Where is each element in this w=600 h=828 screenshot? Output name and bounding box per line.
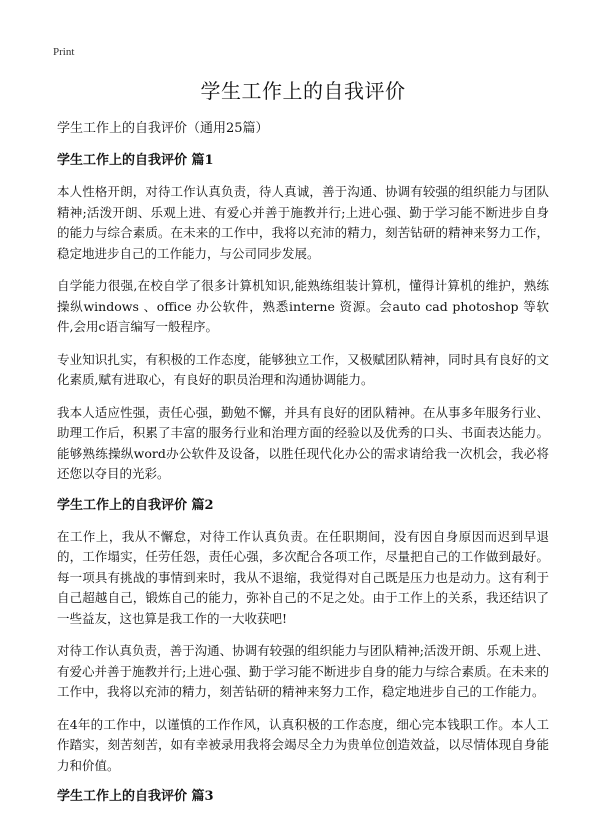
paragraph: 对待工作认真负责，善于沟通、协调有较强的组织能力与团队精神;活泼开朗、乐观上进、有爱心并善于施教并行;上进心强、勤于学习能不断进步自身的能力与综合素质。在未来的工作中，我将以充沛的精力，刻苦钻研的精神来努力工作，稳定地进步自己的工作能力。	[57, 643, 549, 699]
paragraph: 自学能力很强,在校自学了很多计算机知识,能熟练组装计算机，懂得计算机的维护，熟练操纵windows 、office 办公软件，熟悉interne 资源。会auto cad photoshop 等软件,会用c语言编写一般程序。	[57, 278, 549, 334]
document-title: 学生工作上的自我评价	[200, 79, 406, 103]
section-3	[57, 788, 549, 806]
paragraph: 在4年的工作中，以谨慎的工作作风，认真积极的工作态度，细心完本钱职工作。本人工作踏实，刻苦刻苦，如有幸被录用我将会竭尽全力为贵单位创造效益，以尽情体现自身能力和价值。	[57, 716, 549, 773]
section-heading: 学生工作上的自我评价 篇3	[57, 789, 214, 804]
paragraph: 专业知识扎实，有积极的工作态度，能够独立工作，又极赋团队精神，同时具有良好的文化素质,赋有进取心，有良好的职员治理和沟通协调能力。	[57, 351, 549, 387]
paragraph: 我本人适应性强，责任心强，勤勉不懈，并具有良好的团队精神。在从事多年服务行业、助理工作后，积累了丰富的服务行业和治理方面的经验以及优秀的口头、书面表达能力。能够熟练操纵word办公软件及设备，以胜任现代化办公的需求请给我一次机会，我必将还您以夺目的光彩。	[57, 404, 549, 481]
section-2	[57, 497, 549, 777]
document-page	[57, 78, 549, 818]
section-heading: 学生工作上的自我评价 篇1	[57, 153, 214, 168]
paragraph: 在工作上，我从不懈怠，对待工作认真负责。在任职期间，没有因自身原因而迟到早退的，工作塌实，任劳任怨，责任心强，多次配合各项工作，尽量把自己的工作做到最好。每一项具有挑战的事情到来时，我从不退缩，我觉得对自己既是压力也是动力。这有利于自己超越自己，锻炼自己的能力，弥补自己的不足之处。由于工作上的关系，我还结识了一些益友，这也算是我工作的一大收获吧!	[57, 528, 549, 626]
print-label: Print	[53, 46, 75, 58]
section-heading: 学生工作上的自我评价 篇2	[57, 497, 214, 513]
paragraph: 本人性格开朗，对待工作认真负责，待人真诚，善于沟通、协调有较强的组织能力与团队精神;活泼开朗、乐观上进、有爱心并善于施教并行;上进心强、勤于学习能不断进步自身的能力与综合素质。在未来的工作中，我将以充沛的精力，刻苦钻研的精神来努力工作，稳定地进步自己的工作能力，与公司同步发展。	[57, 184, 549, 261]
section-1	[57, 152, 549, 485]
document-subtitle: 学生工作上的自我评价（通用25篇）	[57, 121, 269, 136]
